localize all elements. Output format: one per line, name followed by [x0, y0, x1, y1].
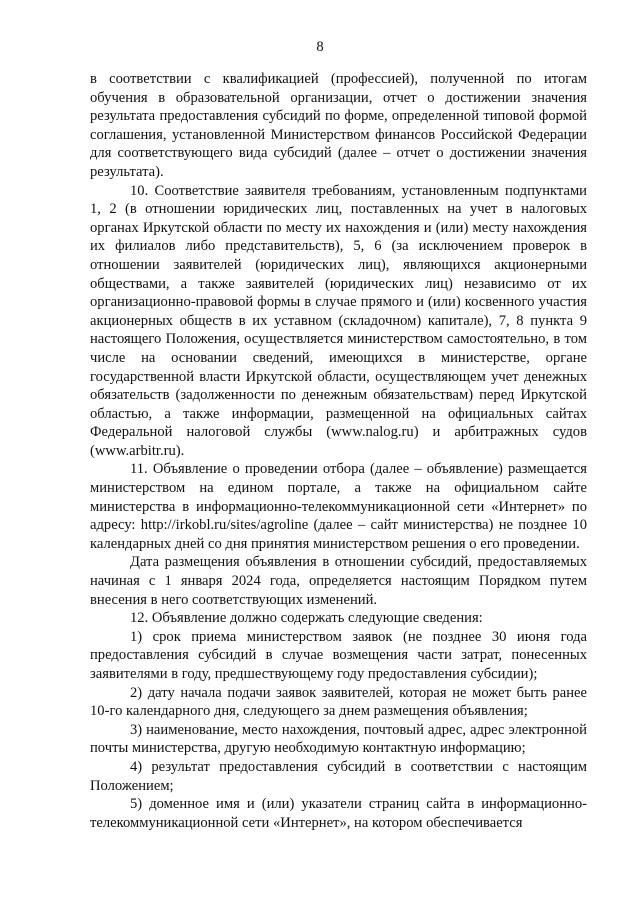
- paragraph-publication-date: Дата размещения объявления в отношении субсидий, предоставляемых начиная с 1 января 2024 года, определяется настоящим Порядком путем внесения в него соответствующих изменений.: [90, 554, 587, 608]
- document-body: [90, 70, 587, 832]
- paragraph-continuation: в соответствии с квалификацией (профессией), полученной по итогам обучения в образовательной организации, отчет о достижении значения результата предоставления субсидий по форме, определенной типовой формой соглашения, установленной Министерством финансов Российской Федерации для соответствующего вида субсидий (далее – отчет о достижении значения результата).: [90, 71, 587, 180]
- paragraph-item-12: 12. Объявление должно содержать следующие сведения:: [130, 610, 483, 627]
- page-number: 8: [316, 39, 324, 55]
- list-item-3: 3) наименование, место нахождения, почтовый адрес, адрес электронной почты министерства, другую необходимую контактную информацию;: [90, 721, 587, 757]
- paragraph-item-11: 11. Объявление о проведении отбора (далее – объявление) размещается министерством на едином портале, а также на официальном сайте министерства в информационно-телекоммуникационной сети «Интернет» по адресу: http://irkobl.ru/sites/agroline (далее – сайт министерства) не позднее 10 календарных дней со дня принятия министерством решения о его проведении.: [90, 461, 587, 552]
- list-item-1: 1) срок приема министерством заявок (не позднее 30 июня года предоставления субсидий в случае возмещения части затрат, понесенных заявителями в году, предшествующему году предоставления субсидии);: [90, 628, 587, 682]
- list-item-5: 5) доменное имя и (или) указатели страниц сайта в информационно-телекоммуникационной сети «Интернет», на котором обеспечивается: [90, 796, 587, 831]
- list-item-2: 2) дату начала подачи заявок заявителей, которая не может быть ранее 10-го календарного дня, следующего за днем размещения объявления;: [90, 684, 587, 720]
- list-item-4: 4) результат предоставления субсидий в соответствии с настоящим Положением;: [90, 758, 587, 794]
- paragraph-item-10: 10. Соответствие заявителя требованиям, установленным подпунктами 1, 2 (в отношении юридических лиц, поставленных на учет в налоговых органах Иркутской области по месту их нахождения и (или) месту нахождения их филиалов либо представительств), 5, 6 (за исключением проверок в отношении заявителей (юридических лиц), являющихся акционерными обществами, а также заявителей (юридических лиц) независимо от их организационно-правовой формы в случае прямого и (или) косвенного участия акционерных обществ в их уставном (складочном) капитале), 7, 8 пункта 9 настоящего Положения, осуществляется министерством самостоятельно, в том числе на основании сведений, имеющихся в министерстве, органе государственной власти Иркутской области, осуществляющем учет денежных обязательств (задолженности по денежным обязательствам) перед Иркутской областью, а также информации, размещенной на официальных сайтах Федеральной налоговой службы (www.nalog.ru) и арбитражных судов (www.arbitr.ru).: [90, 182, 587, 459]
